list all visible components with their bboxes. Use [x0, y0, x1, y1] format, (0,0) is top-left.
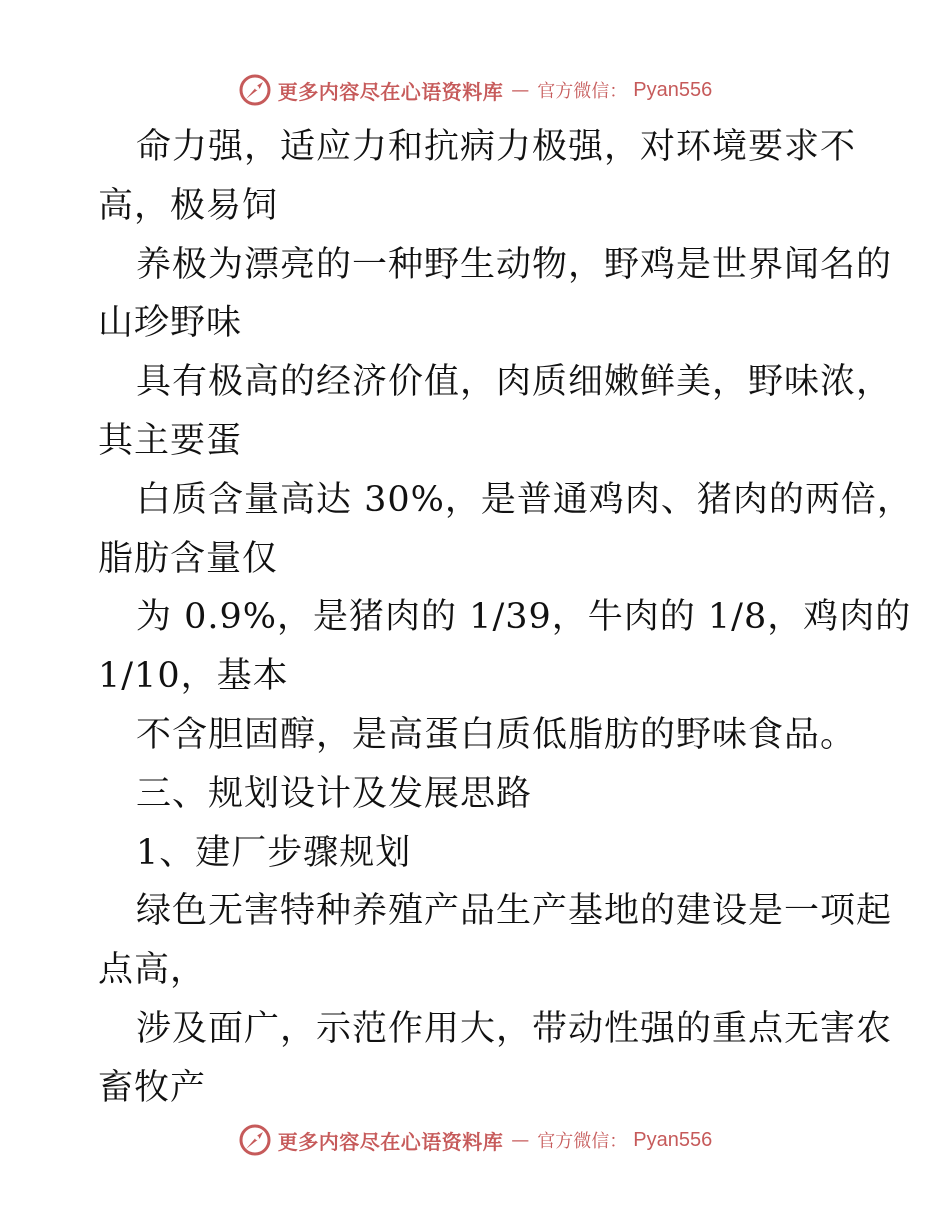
body-line: 点高， [98, 950, 207, 991]
watermark-wechat-id: Pyan556 [633, 78, 713, 101]
body-line: 脂肪含量仅 [98, 538, 279, 579]
body-line: 命力强，适应力和抗病力极强，对环境要求不 [136, 127, 857, 167]
body-line: 山珍野味 [98, 303, 243, 344]
body-line: 涉及面广，示范作用大，带动性强的重点无害农 [136, 1008, 893, 1049]
body-line: 1/10，基本 [98, 656, 289, 697]
watermark-wechat-label: 官方微信： [537, 1131, 628, 1152]
body-line: 为 0.9%，是猪肉的 1/39，牛肉的 1/8，鸡肉的 [136, 597, 912, 638]
body-line: 其主要蛋 [98, 420, 243, 461]
body-line: 畜牧产 [98, 1067, 207, 1108]
watermark-wechat-label: 官方微信： [537, 81, 628, 102]
document-body [98, 118, 913, 1118]
watermark-wechat-id: Pyan556 [633, 1128, 713, 1151]
watermark-text-cn: 更多内容尽在心语资料库 [277, 1129, 504, 1154]
header-watermark [0, 70, 950, 110]
body-line: 养极为漂亮的一种野生动物，野鸡是世界闻名的 [136, 244, 893, 285]
body-line: 高，极易饲 [98, 185, 279, 226]
body-line: 具有极高的经济价值，肉质细嫩鲜美，野味浓， [136, 362, 893, 403]
watermark-text-cn: 更多内容尽在心语资料库 [277, 79, 504, 104]
body-line: 绿色无害特种养殖产品生产基地的建设是一项起 [136, 891, 893, 932]
watermark-dash: — [511, 1129, 530, 1151]
pen-nib-logo-icon [238, 73, 272, 107]
subsection-heading: 1、建厂步骤规划 [136, 832, 412, 873]
body-line: 白质含量高达 30%，是普通鸡肉、猪肉的两倍， [136, 479, 913, 520]
body-line: 不含胆固醇，是高蛋白质低脂肪的野味食品。 [136, 714, 857, 755]
footer-watermark [0, 1120, 950, 1160]
section-heading: 三、规划设计及发展思路 [136, 773, 533, 814]
watermark-dash: — [511, 79, 530, 101]
pen-nib-logo-icon [238, 1123, 272, 1157]
